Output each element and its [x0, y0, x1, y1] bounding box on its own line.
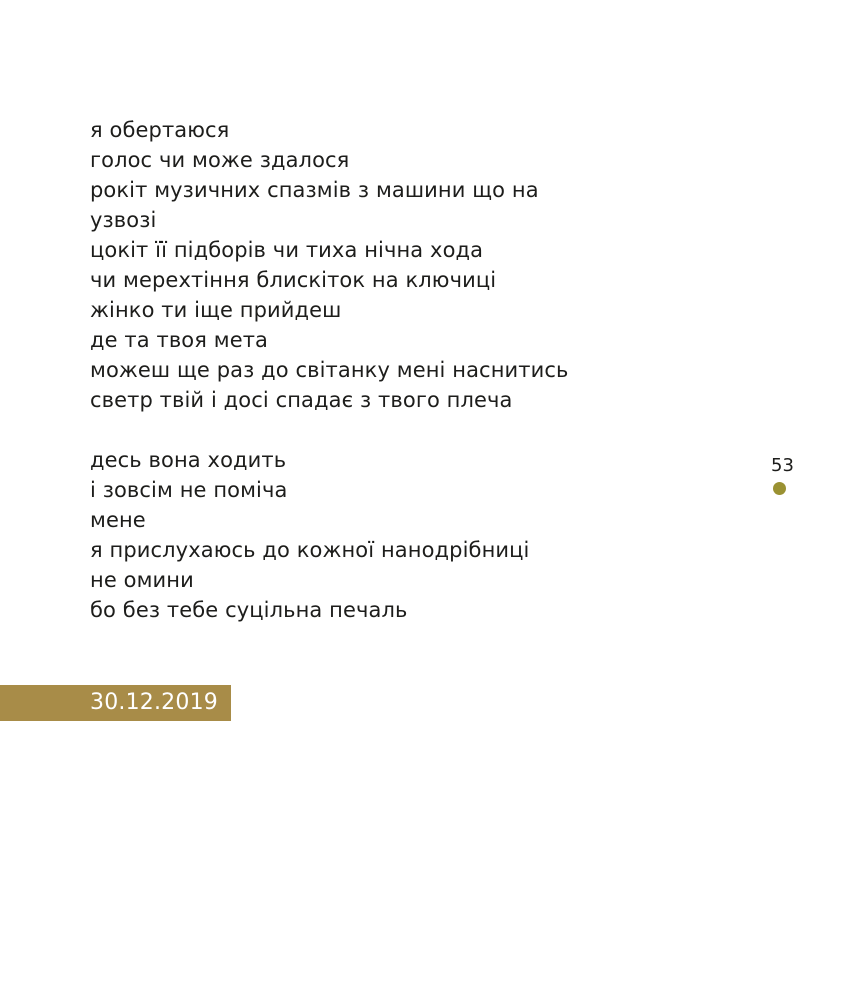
poem-line: светр твій і досі спадає з твого плеча	[90, 388, 513, 412]
poem-line: рокіт музичних спазмів з машини що на	[90, 178, 539, 202]
poem-line: десь вона ходить	[90, 448, 287, 472]
poem-line: узвозі	[90, 208, 157, 232]
date-band	[0, 685, 231, 721]
poem-line: я прислухаюсь до кожної нанодрібниці	[90, 538, 530, 562]
poem-date: 30.12.2019	[90, 690, 218, 715]
stanza-1	[90, 115, 710, 415]
poem-line: чи мерехтіння блискіток на ключиці	[90, 268, 497, 292]
poem-line: де та твоя мета	[90, 328, 269, 352]
poem-line: мене	[90, 508, 146, 532]
poem-line: і зовсім не поміча	[90, 478, 288, 502]
poem-line: можеш ще раз до світанку мені наснитись	[90, 358, 569, 382]
poem-line: я обертаюся	[90, 118, 230, 142]
poem-line: голос чи може здалося	[90, 148, 350, 172]
poem-line: цокіт її підборів чи тиха нічна хода	[90, 238, 484, 262]
page-marker-dot	[773, 482, 786, 495]
poem-line: бо без тебе суцільна печаль	[90, 598, 408, 622]
page-number: 53	[771, 455, 794, 476]
poem-line: жінко ти іще прийдеш	[90, 298, 342, 322]
poem-line: не омини	[90, 568, 194, 592]
stanza-2	[90, 445, 710, 625]
poem	[90, 115, 710, 625]
